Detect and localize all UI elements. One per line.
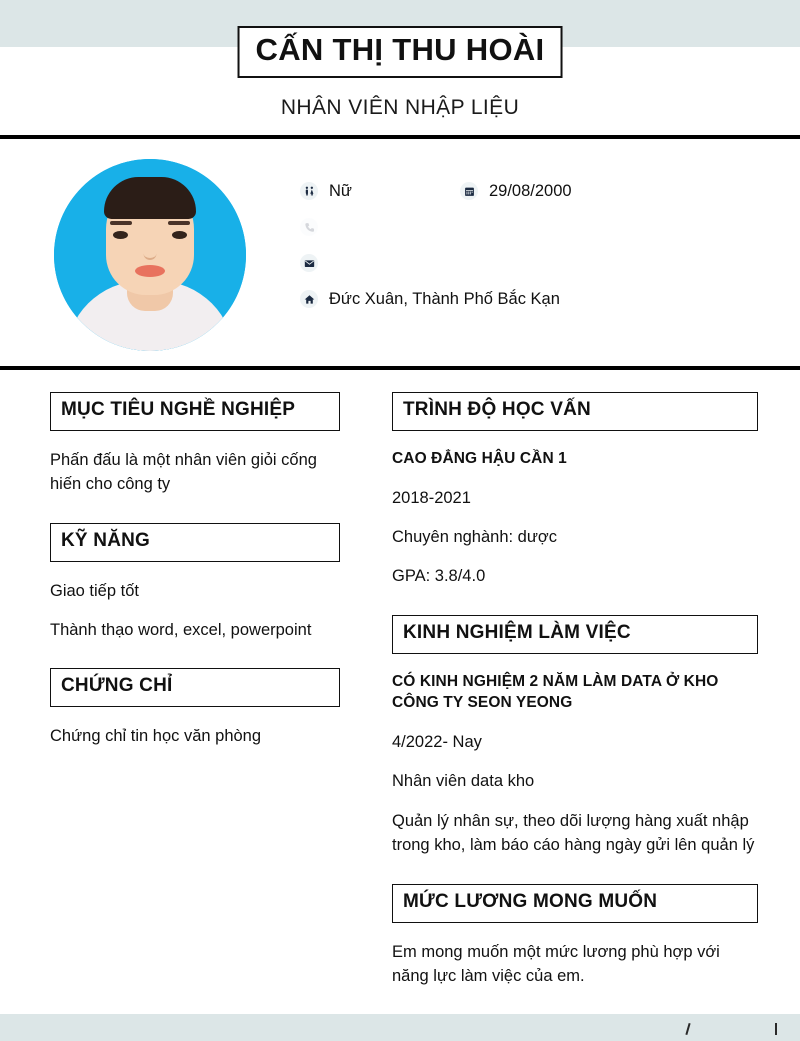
salary-text: Em mong muốn một mức lương phù hợp với năng lực làm việc của em. bbox=[392, 942, 720, 985]
skill-item: Giao tiếp tốt bbox=[50, 581, 139, 600]
objective-heading: MỤC TIÊU NGHỀ NGHIỆP bbox=[61, 399, 296, 420]
section-header-skills bbox=[50, 523, 340, 562]
education-school: CAO ĐẲNG HẬU CẦN 1 bbox=[392, 449, 567, 467]
section-header-certificates bbox=[50, 668, 340, 707]
job-title: NHÂN VIÊN NHẬP LIỆU bbox=[280, 96, 520, 119]
skills-heading: KỸ NĂNG bbox=[61, 529, 151, 551]
education-body bbox=[392, 448, 758, 589]
footer-band bbox=[0, 1014, 800, 1041]
experience-period: 4/2022- Nay bbox=[392, 733, 482, 752]
right-column bbox=[380, 392, 800, 1014]
skill-item: Thành thạo word, excel, powerpoint bbox=[50, 621, 312, 639]
salary-heading: MỨC LƯƠNG MONG MUỐN bbox=[403, 890, 658, 912]
experience-title: CÓ KINH NGHIỆM 2 NĂM LÀM DATA Ở KHO CÔNG TY SEON YEONG bbox=[392, 672, 719, 712]
section-header-experience bbox=[392, 615, 758, 654]
contact-info bbox=[300, 159, 800, 317]
profile-photo bbox=[54, 159, 246, 351]
footer-mark bbox=[685, 1023, 690, 1035]
cv-body bbox=[0, 370, 800, 1014]
section-header-objective bbox=[50, 392, 340, 431]
home-icon bbox=[300, 290, 318, 308]
salary-body bbox=[392, 940, 758, 989]
photo-container bbox=[0, 159, 300, 351]
section-header-salary bbox=[392, 884, 758, 923]
certificates-body bbox=[50, 724, 340, 748]
certificates-heading: CHỨNG CHỈ bbox=[61, 675, 173, 697]
address-value: Đức Xuân, Thành Phố Bắc Kạn bbox=[329, 289, 560, 308]
email-icon bbox=[300, 254, 318, 272]
contact-row-phone bbox=[300, 209, 460, 245]
education-major: Chuyên nghành: dược bbox=[392, 527, 557, 546]
profile-section bbox=[0, 139, 800, 366]
candidate-name: CẤN THỊ THU HOÀI bbox=[255, 32, 545, 67]
objective-body bbox=[50, 448, 340, 497]
contact-row-email bbox=[300, 245, 800, 281]
certificate-item: Chứng chỉ tin học văn phòng bbox=[50, 727, 262, 746]
birthdate-value: 29/08/2000 bbox=[489, 181, 572, 200]
left-column bbox=[0, 392, 380, 1014]
contact-row-gender bbox=[300, 173, 460, 209]
phone-icon bbox=[300, 218, 318, 236]
education-heading: TRÌNH ĐỘ HỌC VẤN bbox=[403, 399, 591, 420]
skills-body bbox=[50, 579, 340, 643]
candidate-name-box bbox=[238, 26, 563, 78]
gender-value: Nữ bbox=[329, 181, 352, 200]
footer-mark bbox=[775, 1023, 777, 1035]
contact-row-address bbox=[300, 281, 800, 317]
experience-body bbox=[392, 671, 758, 858]
objective-text: Phấn đấu là một nhân viên giỏi cống hiến cho công ty bbox=[50, 450, 317, 494]
contact-row-birthdate bbox=[460, 173, 800, 209]
calendar-icon bbox=[460, 182, 478, 200]
education-gpa: GPA: 3.8/4.0 bbox=[392, 567, 486, 586]
experience-role: Nhân viên data kho bbox=[392, 772, 535, 791]
experience-description: Quản lý nhân sự, theo dõi lượng hàng xuất nhập trong kho, làm báo cáo hàng ngày gửi lên quản lý bbox=[392, 811, 755, 855]
section-header-education bbox=[392, 392, 758, 431]
cv-header bbox=[0, 0, 800, 135]
experience-heading: KINH NGHIỆM LÀM VIỆC bbox=[403, 621, 631, 643]
gender-icon bbox=[300, 182, 318, 200]
education-years: 2018-2021 bbox=[392, 488, 471, 507]
